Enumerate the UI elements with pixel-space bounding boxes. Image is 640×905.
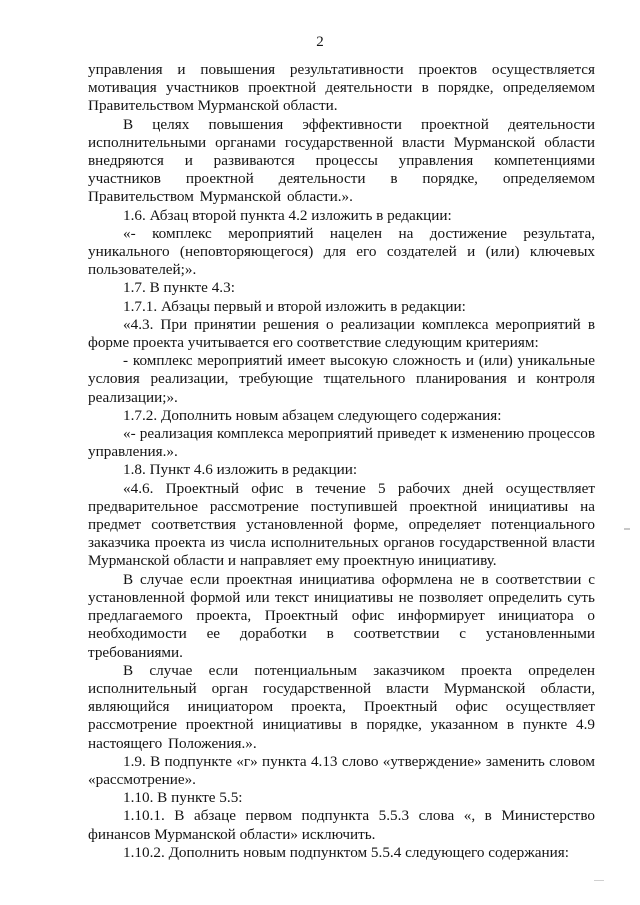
paragraph: «- комплекс мероприятий нацелен на достижение результата, уникального (неповторяющегося) для его создателей и (или) ключевых пользователей;». (88, 224, 595, 279)
paragraph: 1.8. Пункт 4.6 изложить в редакции: (123, 461, 358, 479)
paragraph: - комплекс мероприятий имеет высокую сложность и (или) уникальные условия реализации, требующие тщательного планирования и контроля реализации;». (88, 352, 595, 406)
paragraph: 1.10.2. Дополнить новым подпунктом 5.5.4 следующего содержания: (123, 843, 569, 861)
paragraph: В случае если потенциальным заказчиком проекта определен исполнительный орган государственной власти Мурманской области, являющийся инициатором проекта, Проектный офис осуществляет рассмотрение проектной инициативы в порядке, указанном в пункте 4.9 настоящего Положения.». (88, 661, 595, 752)
paragraph: «4.3. При принятии решения о реализации комплекса мероприятий в форме проекта учитывается его соответствие следующим критериям: (88, 315, 595, 352)
paragraph: 1.10. В пункте 5.5: (123, 789, 243, 807)
page-number: 2 (316, 34, 324, 50)
paragraph: 1.7. В пункте 4.3: (123, 279, 235, 297)
paragraph: управления и повышения результативности проектов осуществляется мотивация участников проектной деятельности в порядке, определяемом Правительством Мурманской области. (88, 61, 595, 115)
paragraph: 1.7.2. Дополнить новым абзацем следующего содержания: (123, 406, 502, 424)
paragraph: «4.6. Проектный офис в течение 5 рабочих дней осуществляет предварительное рассмотрение поступившей проектной инициативы на предмет соответствия установленной форме, определяет потенциального заказчика проекта из числа исполнительных органов государственной власти Мурманской области и направляет ему проектную инициативу. (88, 479, 595, 570)
paragraph: 1.7.1. Абзацы первый и второй изложить в редакции: (123, 297, 466, 315)
paragraph: 1.6. Абзац второй пункта 4.2 изложить в редакции: (123, 206, 452, 224)
paragraph: 1.9. В подпункте «г» пункта 4.13 слово «утверждение» заменить словом «рассмотрение». (88, 752, 595, 788)
scan-artifact (624, 528, 630, 530)
paragraph: «- реализация комплекса мероприятий приведет к изменению процессов управления.». (88, 425, 595, 461)
paragraph: 1.10.1. В абзаце первом подпункта 5.5.3 слова «, в Министерство финансов Мурманской области» исключить. (88, 807, 595, 843)
scan-artifact (594, 880, 604, 881)
paragraph: В целях повышения эффективности проектной деятельности исполнительными органами государственной власти Мурманской области внедряются и развиваются процессы управления компетенциями участников проектной деятельности в порядке, определяемом Правительством Мурманской области.». (88, 115, 595, 206)
paragraph: В случае если проектная инициатива оформлена не в соответствии с установленной формой или текст инициативы не позволяет определить суть предлагаемого проекта, Проектный офис информирует инициатора о необходимости ее доработки в соответствии с установленными требованиями. (88, 570, 595, 661)
document-body (88, 61, 595, 862)
